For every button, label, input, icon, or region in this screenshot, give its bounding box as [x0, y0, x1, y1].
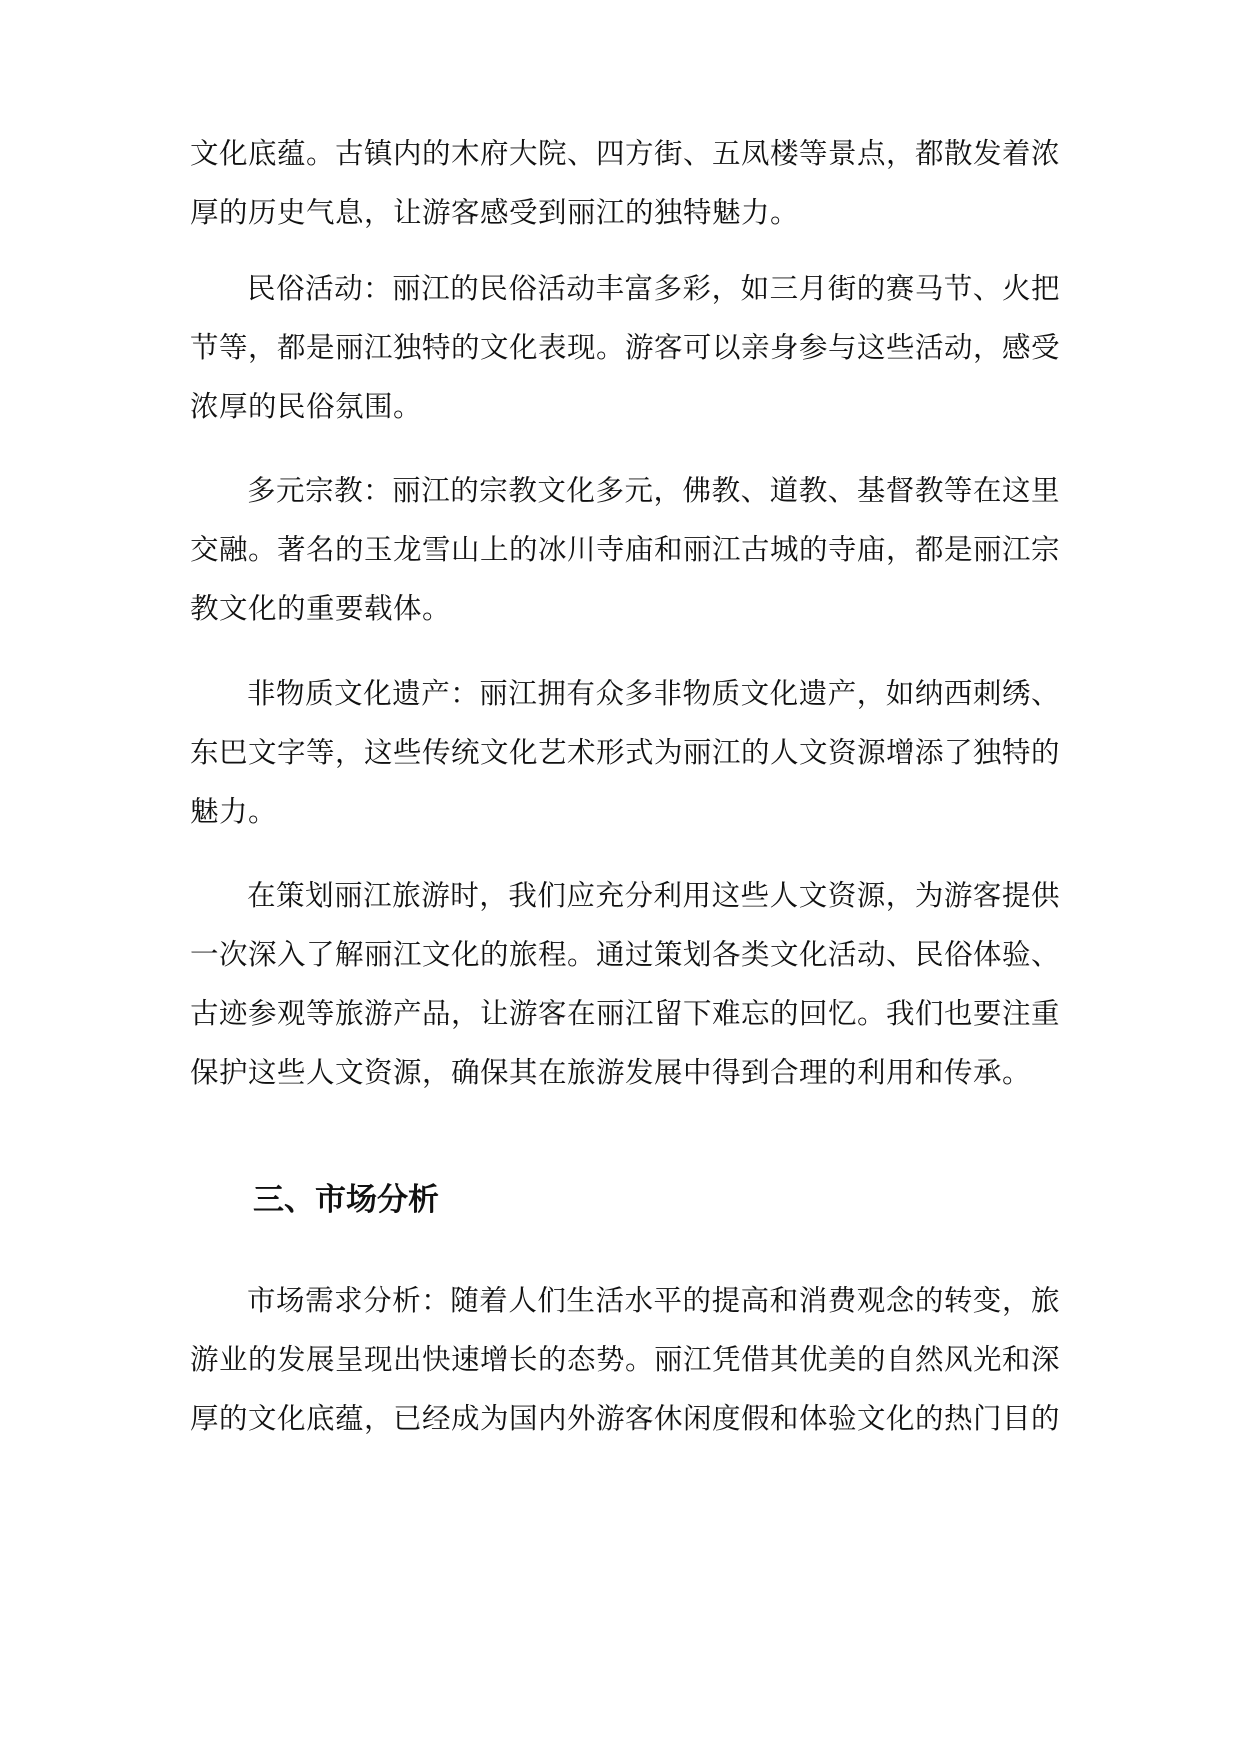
text-line: 教文化的重要载体。 — [190, 592, 452, 625]
text-line: 一次深入了解丽江文化的旅程。通过策划各类文化活动、民俗体验、 — [190, 938, 1061, 971]
text-line: 多元宗教：丽江的宗教文化多元，佛教、道教、基督教等在这里 — [247, 474, 1060, 507]
text-line: 民俗活动：丽江的民俗活动丰富多彩，如三月街的赛马节、火把 — [247, 272, 1060, 305]
text-line: 文化底蕴。古镇内的木府大院、四方街、五凤楼等景点，都散发着浓 — [190, 137, 1061, 170]
paragraph-cultural-heritage-continued — [190, 124, 1060, 242]
text-line: 交融。著名的玉龙雪山上的冰川寺庙和丽江古城的寺庙，都是丽江宗 — [190, 533, 1061, 566]
paragraph-market-demand — [190, 1271, 1060, 1448]
text-line: 古迹参观等旅游产品，让游客在丽江留下难忘的回忆。我们也要注重 — [190, 997, 1061, 1030]
paragraph-intangible-heritage — [190, 664, 1060, 841]
text-line: 市场需求分析：随着人们生活水平的提高和消费观念的转变，旅 — [247, 1284, 1060, 1317]
paragraph-religion — [190, 461, 1060, 638]
text-line: 游业的发展呈现出快速增长的态势。丽江凭借其优美的自然风光和深 — [190, 1343, 1061, 1376]
text-line: 在策划丽江旅游时，我们应充分利用这些人文资源，为游客提供 — [247, 879, 1060, 912]
paragraph-tourism-planning — [190, 866, 1060, 1102]
paragraph-folk-activities — [190, 259, 1060, 436]
section-heading: 三、市场分析 — [253, 1182, 439, 1218]
text-line: 魅力。 — [190, 795, 278, 828]
text-line: 保护这些人文资源，确保其在旅游发展中得到合理的利用和传承。 — [190, 1056, 1032, 1089]
text-line: 节等，都是丽江独特的文化表现。游客可以亲身参与这些活动，感受 — [190, 331, 1061, 364]
text-line: 厚的文化底蕴，已经成为国内外游客休闲度假和体验文化的热门目的 — [190, 1402, 1061, 1435]
text-line: 非物质文化遗产：丽江拥有众多非物质文化遗产，如纳西刺绣、 — [247, 677, 1060, 710]
text-line: 浓厚的民俗氛围。 — [190, 390, 423, 423]
text-line: 东巴文字等，这些传统文化艺术形式为丽江的人文资源增添了独特的 — [190, 736, 1061, 769]
text-line: 厚的历史气息，让游客感受到丽江的独特魅力。 — [190, 196, 800, 229]
